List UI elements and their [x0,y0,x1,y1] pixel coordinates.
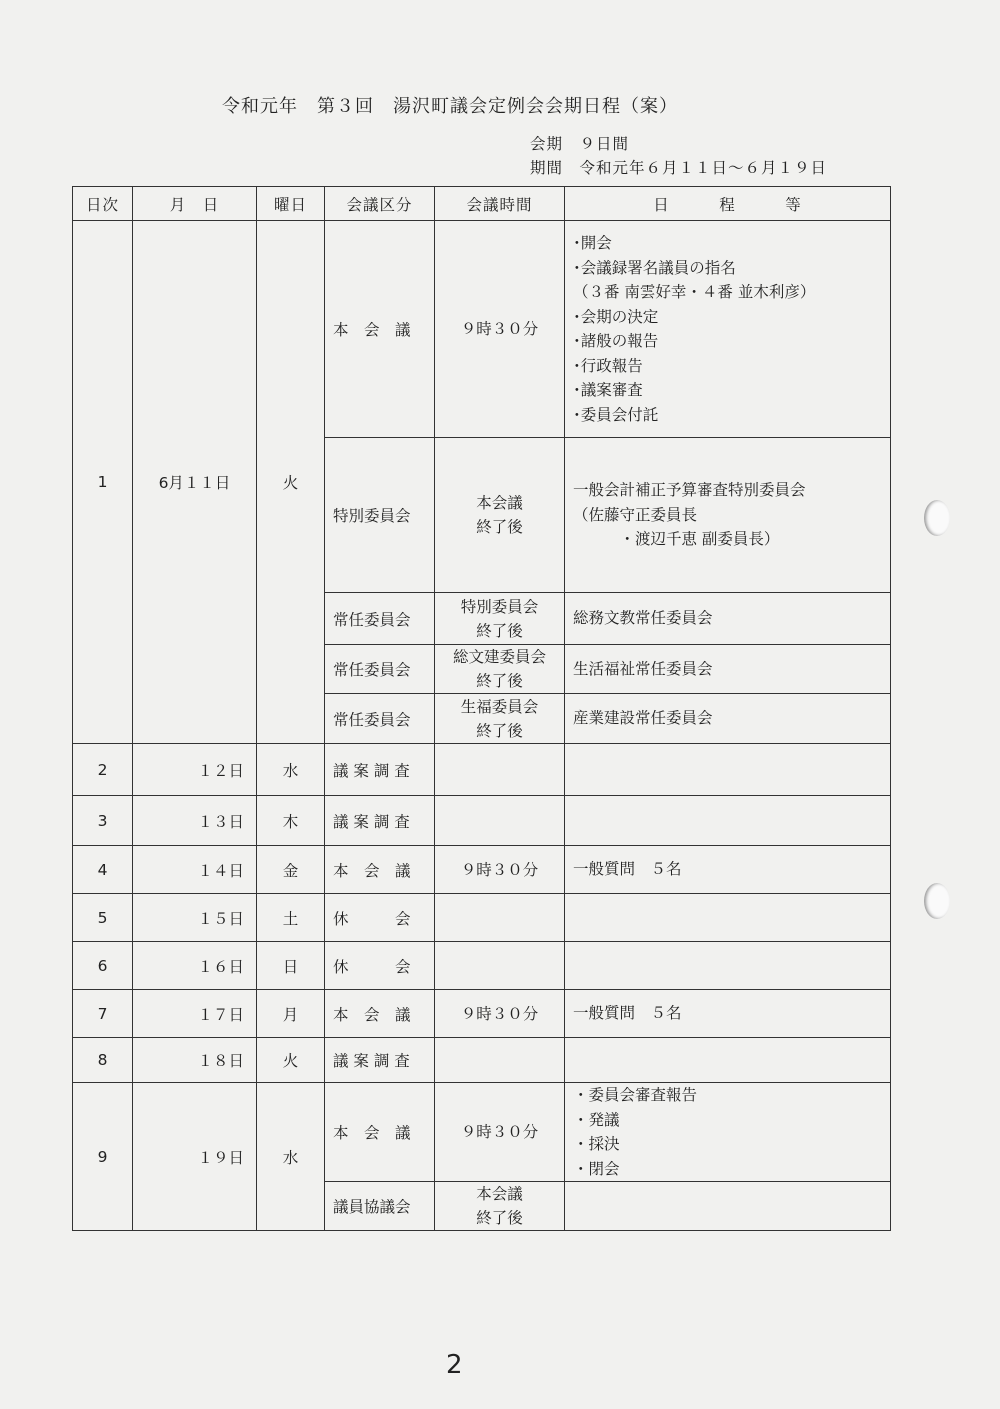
meeting-type-cell: 常任委員会 [325,645,435,694]
punch-hole [924,883,950,919]
day-cell: 5 [73,894,133,942]
weekday-cell: 木 [257,796,325,846]
meeting-time-cell [435,1083,565,1182]
date-cell: １５日 [133,894,257,942]
header-meeting-type: 会議区分 [325,187,435,221]
meeting-type-cell: 常任委員会 [325,694,435,744]
schedule-line: ･開会 [573,234,612,252]
time-line: 終了後 [476,621,523,640]
meeting-type-cell: 議員協議会 [325,1182,435,1231]
header-weekday: 曜日 [257,187,325,221]
time-line: 生福委員会 [460,697,539,716]
date-cell: １３日 [133,796,257,846]
schedule-line: ・渡辺千恵 副委員長） [573,530,780,549]
day-cell: 3 [73,796,133,846]
schedule-cell [565,796,891,846]
table-header-row [73,187,891,221]
schedule-cell [565,221,891,438]
meeting-time-cell [435,221,565,438]
meeting-time-cell [435,942,565,990]
schedule-line: ・採決 [573,1135,620,1153]
weekday-cell: 金 [257,846,325,894]
meeting-time-cell [435,645,565,694]
schedule-cell [565,894,891,942]
time-line: 本会議 [476,1185,523,1203]
meeting-type-cell: 本 会 議 [325,846,435,894]
weekday-cell: 日 [257,942,325,990]
schedule-line: ・閉会 [573,1159,620,1178]
meeting-type-cell: 本 会 議 [325,1083,435,1182]
day-cell: 9 [73,1083,133,1231]
schedule-line: 生活福祉常任委員会 [573,659,713,678]
weekday-cell: 火 [257,221,325,744]
meeting-type-cell: 休 会 [325,894,435,942]
date-cell: １４日 [133,846,257,894]
schedule-line: ･行政報告 [573,356,643,375]
schedule-cell [565,744,891,796]
schedule-line: ・発議 [573,1110,620,1129]
schedule-cell [565,1182,891,1231]
meeting-type-cell: 議 案 調 査 [325,744,435,796]
meeting-time-cell [435,894,565,942]
schedule-cell: 一般質問 ５名 [565,990,891,1038]
date-cell: １６日 [133,942,257,990]
day-cell: 4 [73,846,133,894]
meeting-type-cell: 休 会 [325,942,435,990]
meeting-type-cell: 本 会 議 [325,990,435,1038]
time-line: 本会議 [476,494,523,512]
header-day: 日次 [73,187,133,221]
schedule-cell [565,1038,891,1083]
date-cell: １２日 [133,744,257,796]
day-cell: 7 [73,990,133,1038]
meeting-type-cell: 議 案 調 査 [325,796,435,846]
meeting-time-cell [435,1182,565,1231]
schedule-line: （佐藤守正委員長 [573,505,698,524]
time-line: ９時３０分 [460,320,539,338]
meeting-time-cell [435,1038,565,1083]
time-line: 終了後 [476,1209,523,1227]
day-cell: 8 [73,1038,133,1083]
schedule-line: 一般会計補正予算審査特別委員会 [573,481,806,500]
day-cell: 6 [73,942,133,990]
schedule-line: ･会期の決定 [573,307,659,326]
meeting-type-cell: 常任委員会 [325,593,435,645]
weekday-cell: 月 [257,990,325,1038]
table-row [73,894,891,942]
schedule-line: ･委員会付託 [573,405,659,424]
session-period: 期間 令和元年６月１１日～６月１９日 [530,159,828,177]
schedule-line: ･議案審査 [573,381,643,399]
table-row [73,990,891,1038]
time-line: ９時３０分 [460,1123,539,1141]
table-row [73,846,891,894]
schedule-cell: 一般質問 ５名 [565,846,891,894]
schedule-cell [565,1083,891,1182]
time-line: 終了後 [476,672,523,690]
meeting-time-cell: ９時３０分 [435,846,565,894]
date-cell: 6月１１日 [133,221,257,744]
schedule-cell [565,438,891,593]
time-line: 終了後 [476,518,523,536]
day-cell: 1 [73,221,133,744]
schedule-cell [565,645,891,694]
weekday-cell: 水 [257,744,325,796]
meeting-type-cell: 特別委員会 [325,438,435,593]
meeting-type-cell: 本 会 議 [325,221,435,438]
schedule-cell [565,694,891,744]
schedule-line: ･諸般の報告 [573,332,659,350]
meeting-type-cell: 議 案 調 査 [325,1038,435,1083]
day-cell: 2 [73,744,133,796]
table-row [73,942,891,990]
schedule-cell [565,942,891,990]
schedule-line: 産業建設常任委員会 [573,709,713,728]
page-title: 令和元年 第３回 湯沢町議会定例会会期日程（案） [222,96,678,117]
time-line: 特別委員会 [460,597,539,616]
meeting-time-cell [435,438,565,593]
weekday-cell: 水 [257,1083,325,1231]
table-row [73,1038,891,1083]
date-cell: １８日 [133,1038,257,1083]
table-row [73,744,891,796]
table-row [73,796,891,846]
table-row [73,221,891,438]
schedule-table [72,186,891,1231]
time-line: 終了後 [476,721,523,740]
header-meeting-time: 会議時間 [435,187,565,221]
schedule-line: （３番 南雲好幸・４番 並木利彦） [573,283,816,301]
page-number: 2 [446,1350,463,1380]
schedule-line: 総務文教常任委員会 [573,609,713,628]
table-row [73,1083,891,1182]
meeting-time-cell [435,593,565,645]
meeting-time-cell [435,694,565,744]
header-date: 月 日 [133,187,257,221]
time-line: 総文建委員会 [452,648,546,666]
meeting-time-cell: ９時３０分 [435,990,565,1038]
meeting-time-cell [435,744,565,796]
schedule-cell [565,593,891,645]
weekday-cell: 土 [257,894,325,942]
schedule-line: ･会議録署名議員の指名 [573,258,736,277]
date-cell: １９日 [133,1083,257,1231]
weekday-cell: 火 [257,1038,325,1083]
punch-hole [924,500,950,536]
meeting-time-cell [435,796,565,846]
schedule-line: ・委員会審査報告 [573,1086,698,1104]
date-cell: １７日 [133,990,257,1038]
session-length: 会期 ９日間 [530,135,630,153]
header-schedule: 日 程 等 [565,187,891,221]
